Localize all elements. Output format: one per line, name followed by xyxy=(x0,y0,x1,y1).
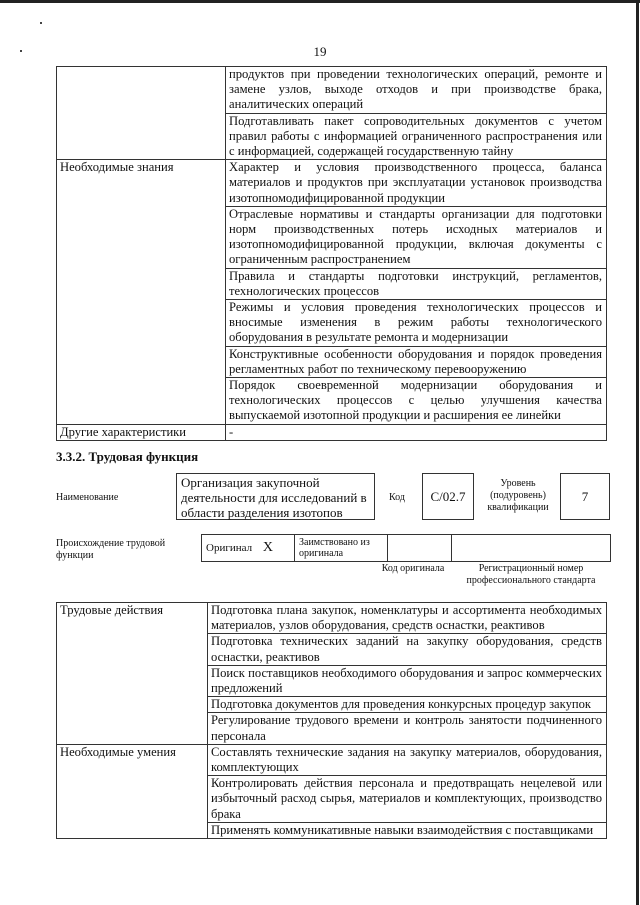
row-item: Поиск поставщиков необходимого оборудования и запрос коммерческих предложений xyxy=(208,665,607,696)
function-code-box: C/02.7 xyxy=(422,473,474,520)
section-title: 3.3.2. Трудовая функция xyxy=(56,449,199,464)
row-item: Регулирование трудового времени и контроль занятости подчиненного персонала xyxy=(208,713,607,744)
code-label: Код xyxy=(389,492,405,503)
function-name-box: Организация закупочной деятельности для исследований в области разделения изотопов xyxy=(176,473,375,520)
row-item: Характер и условия производственного процесса, баланса материалов и продуктов при эксплуатации установок производства изотопномодифицированной продукции xyxy=(226,160,607,207)
row-item: Конструктивные особенности оборудования и порядок проведения регламентных работ по техническому перевооружению xyxy=(226,346,607,377)
origin-original-cell xyxy=(202,535,295,562)
row-item: Контролировать действия персонала и предотвращать нецелевой или избыточный расход сырья, материалов и комплектующих, производство брака xyxy=(208,776,607,823)
origin-borrowed-label: Заимствовано из оригинала xyxy=(295,535,388,562)
row-item: Отраслевые нормативы и стандарты организации для подготовки норм производственных потерь исходных материалов и изотопномодифицированной продукции, включая документы с ограниченным распространением xyxy=(226,206,607,268)
row-item: продуктов при проведении технологических операций, ремонте и замене узлов, выходе отходов и при производстве брака, аналитических операций xyxy=(226,67,607,114)
origin-reg-number-cell xyxy=(452,535,611,562)
row-item: Подготовка документов для проведения конкурсных процедур закупок xyxy=(208,697,607,713)
caption-reg-number: Регистрационный номер профессионального стандарта xyxy=(466,563,596,586)
row-item: Подготовка технических заданий на закупку оборудования, средств оснастки, реактивов xyxy=(208,634,607,665)
row-label xyxy=(57,67,226,160)
labor-function-table xyxy=(56,602,607,839)
row-label-knowledge: Необходимые знания xyxy=(57,160,226,424)
row-label-other: Другие характеристики xyxy=(57,424,226,440)
row-item: Порядок своевременной модернизации оборудования и технологических процессов с целью улучшения качества выпускаемой изотопной продукции и расширения ее линейки xyxy=(226,378,607,425)
table-row xyxy=(57,603,607,634)
level-label: Уровень (подуровень) квалификации xyxy=(487,478,549,513)
origin-table xyxy=(201,534,611,562)
table-row xyxy=(57,67,607,114)
name-label: Наименование xyxy=(56,492,119,503)
origin-code-cell xyxy=(388,535,452,562)
row-label-skills: Необходимые умения xyxy=(57,744,208,838)
row-item: Подготовка плана закупок, номенклатуры и ассортимента необходимых материалов, узлов оборудования, средств оснастки, реактивов xyxy=(208,603,607,634)
caption-code-original: Код оригинала xyxy=(381,563,445,574)
origin-mark: X xyxy=(262,540,273,555)
row-label-actions: Трудовые действия xyxy=(57,603,208,745)
table-row xyxy=(57,744,607,775)
origin-label: Происхождение трудовой функции xyxy=(56,538,166,561)
origin-original-label: Оригинал xyxy=(206,542,253,554)
continued-requirements-table xyxy=(56,66,607,441)
row-item: Режимы и условия проведения технологических процессов и вносимые изменения в режим работы технологического оборудования в результате ремонта и модернизации xyxy=(226,300,607,347)
row-item: Применять коммуникативные навыки взаимодействия с поставщиками xyxy=(208,822,607,838)
page-number: 19 xyxy=(313,44,327,59)
row-item: Правила и стандарты подготовки инструкций, регламентов, технологических процессов xyxy=(226,268,607,299)
row-item: Составлять технические задания на закупку материалов, оборудования, комплектующих xyxy=(208,744,607,775)
table-row xyxy=(57,160,607,207)
scan-edge-right xyxy=(636,0,639,905)
table-row xyxy=(57,424,607,440)
qualification-level-box: 7 xyxy=(560,473,610,520)
scan-edge-top xyxy=(0,0,640,3)
scan-speck xyxy=(40,22,42,24)
row-item: Подготавливать пакет сопроводительных документов с учетом правил работы с информацией ограниченного распространения или с информацией, содержащей государственную тайну xyxy=(226,113,607,160)
row-item: - xyxy=(226,424,607,440)
